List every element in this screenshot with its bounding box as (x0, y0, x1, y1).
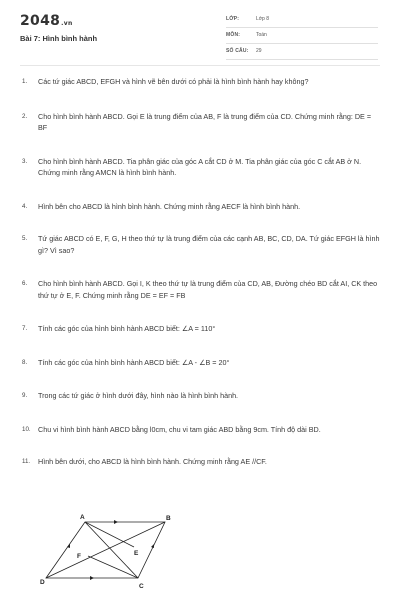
point-label-f: F (77, 553, 81, 560)
question-item (22, 156, 382, 179)
segment-cf (88, 556, 138, 578)
question-number: 8. (22, 358, 28, 366)
question-text: Trong các tứ giác ở hình dưới đây, hình nào là hình bình hành. (38, 391, 239, 400)
meta-value: Toán (256, 32, 267, 38)
meta-value: 29 (256, 48, 262, 54)
question-text: Tính các góc của hình bình hành ABCD biết: ∠A = 110° (38, 324, 216, 333)
question-item (22, 278, 382, 301)
question-number: 2. (22, 112, 28, 120)
question-number: 11. (22, 458, 31, 465)
meta-row-count (226, 46, 378, 60)
question-number: 3. (22, 157, 28, 165)
vertex-label-d: D (40, 579, 45, 586)
question-list (22, 76, 382, 468)
question-number: 7. (22, 325, 28, 332)
question-number: 5. (22, 235, 28, 242)
vertex-label-b: B (166, 515, 171, 522)
meta-row-class (226, 14, 378, 28)
question-text: Tứ giác ABCD có E, F, G, H theo thứ tự là trung điểm của các cạnh AB, BC, CD, DA. Tứ giác EFGH là hình gì? Vì sao? (38, 234, 380, 255)
question-item (22, 323, 382, 335)
vertex-label-c: C (139, 583, 144, 590)
question-text: Cho hình bình hành ABCD. Gọi E là trung điểm của AB, F là trung điểm của CD. Chứng minh rằng: DE = BF (38, 111, 372, 132)
question-text: Hình bên dưới, cho ABCD là hình bình hành. Chứng minh rằng AE //CF. (38, 457, 267, 466)
segment-ae (85, 522, 134, 547)
parallel-arrow-right (151, 544, 154, 548)
question-item (22, 111, 382, 134)
point-label-e: E (134, 550, 139, 557)
vertex-label-a: A (80, 514, 85, 521)
diagonal-ac (85, 522, 138, 578)
question-number: 9. (22, 392, 28, 399)
question-item (22, 201, 382, 213)
question-number: 10. (22, 425, 31, 433)
meta-label: SỐ CÂU: (226, 48, 249, 54)
parallel-arrow-bottom (90, 576, 94, 580)
lesson-title: Bài 7: Hình bình hành (20, 34, 98, 43)
meta-label: MÔN: (226, 32, 241, 38)
question-text: Chu vi hình bình hành ABCD bằng l0cm, chu vi tam giác ABD bằng 9cm. Tính độ dài BD. (38, 424, 321, 434)
question-item (22, 357, 382, 369)
question-item (22, 233, 382, 256)
question-item (22, 456, 382, 468)
site-logo[interactable] (20, 13, 73, 29)
parallel-arrow-top (114, 520, 118, 524)
meta-value: Lớp 8 (256, 16, 270, 22)
question-number: 6. (22, 280, 28, 287)
question-text: Hình bên cho ABCD là hình bình hành. Chứng minh rằng AECF là hình bình hành. (38, 201, 301, 211)
question-text: Tính các góc của hình bình hành ABCD biết: ∠A - ∠B = 20° (38, 357, 230, 367)
question-item (22, 424, 382, 436)
question-text: Cho hình bình hành ABCD. Tia phân giác của góc A cắt CD ở M. Tia phân giác của góc C cắt AB ở N. Chứng minh rằng AMCN là hình bình hành. (38, 156, 362, 177)
diagonal-bd (46, 522, 165, 578)
meta-row-subject (226, 30, 378, 44)
logo-main: 2048 (20, 13, 61, 29)
header-divider (20, 65, 380, 66)
parallelogram-figure (38, 512, 188, 590)
meta-label: LỚP: (226, 16, 240, 22)
question-number: 4. (22, 202, 28, 210)
meta-info (226, 14, 378, 60)
question-text: Cho hình bình hành ABCD. Gọi I, K theo thứ tự là trung điểm của CD, AB, Đường chéo BD cắt AI, CK theo thứ tự ở E, F. Chứng minh rằng DE = EF = FB (38, 279, 378, 300)
question-number: 1. (22, 78, 28, 85)
question-item (22, 76, 382, 88)
question-text: Các tứ giác ABCD, EFGH và hình vẽ bên dưới có phải là hình bình hành hay không? (38, 77, 309, 86)
logo-suffix: .vn (61, 20, 73, 27)
worksheet-header (0, 0, 400, 66)
question-item (22, 390, 382, 402)
